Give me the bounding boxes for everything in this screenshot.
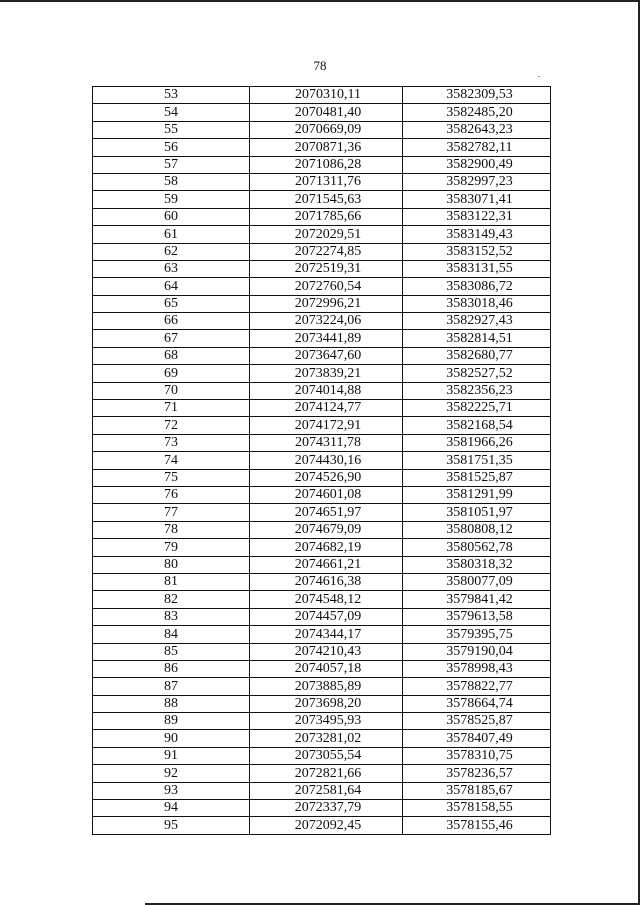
y-coordinate-cell: 3582168,54 [403,417,551,434]
x-coordinate-cell: 2073495,93 [250,713,403,730]
point-number-cell: 61 [93,226,250,243]
y-coordinate-cell: 3578185,67 [403,782,551,799]
table-row [93,643,551,660]
page-number: 78 [313,58,327,73]
table-row [93,817,551,834]
table-row [93,730,551,747]
y-coordinate-cell: 3578822,77 [403,678,551,695]
point-number-cell: 67 [93,330,250,347]
table-row [93,139,551,156]
point-number-cell: 82 [93,591,250,608]
table-row [93,347,551,364]
y-coordinate-cell: 3582485,20 [403,104,551,121]
y-coordinate-cell: 3580808,12 [403,521,551,538]
y-coordinate-cell: 3583122,31 [403,208,551,225]
x-coordinate-cell: 2070310,11 [250,87,403,104]
x-coordinate-cell: 2074651,97 [250,504,403,521]
point-number-cell: 59 [93,191,250,208]
table-row [93,434,551,451]
point-number-cell: 89 [93,713,250,730]
y-coordinate-cell: 3582680,77 [403,347,551,364]
y-coordinate-cell: 3582309,53 [403,87,551,104]
x-coordinate-cell: 2073224,06 [250,313,403,330]
table-row [93,87,551,104]
y-coordinate-cell: 3583086,72 [403,278,551,295]
table-row [93,626,551,643]
point-number-cell: 94 [93,800,250,817]
point-number-cell: 95 [93,817,250,834]
y-coordinate-cell: 3579190,04 [403,643,551,660]
y-coordinate-cell: 3582356,23 [403,382,551,399]
x-coordinate-cell: 2074601,08 [250,486,403,503]
table-row [93,591,551,608]
y-coordinate-cell: 3580318,32 [403,556,551,573]
x-coordinate-cell: 2074344,17 [250,626,403,643]
table-row [93,121,551,138]
table-row [93,556,551,573]
point-number-cell: 60 [93,208,250,225]
table-row [93,695,551,712]
x-coordinate-cell: 2074661,21 [250,556,403,573]
x-coordinate-cell: 2071311,76 [250,173,403,190]
y-coordinate-cell: 3581291,99 [403,486,551,503]
point-number-cell: 70 [93,382,250,399]
y-coordinate-cell: 3582643,23 [403,121,551,138]
table-row [93,539,551,556]
table-row [93,173,551,190]
point-number-cell: 75 [93,469,250,486]
x-coordinate-cell: 2074210,43 [250,643,403,660]
x-coordinate-cell: 2074682,19 [250,539,403,556]
y-coordinate-cell: 3578158,55 [403,800,551,817]
point-number-cell: 69 [93,365,250,382]
x-coordinate-cell: 2073885,89 [250,678,403,695]
point-number-cell: 92 [93,765,250,782]
y-coordinate-cell: 3583071,41 [403,191,551,208]
x-coordinate-cell: 2071785,66 [250,208,403,225]
point-number-cell: 63 [93,260,250,277]
x-coordinate-cell: 2074014,88 [250,382,403,399]
point-number-cell: 93 [93,782,250,799]
point-number-cell: 68 [93,347,250,364]
x-coordinate-cell: 2070669,09 [250,121,403,138]
table-row [93,191,551,208]
point-number-cell: 66 [93,313,250,330]
y-coordinate-cell: 3579841,42 [403,591,551,608]
x-coordinate-cell: 2073839,21 [250,365,403,382]
point-number-cell: 78 [93,521,250,538]
x-coordinate-cell: 2074679,09 [250,521,403,538]
x-coordinate-cell: 2073055,54 [250,747,403,764]
y-coordinate-cell: 3581051,97 [403,504,551,521]
point-number-cell: 79 [93,539,250,556]
x-coordinate-cell: 2074457,09 [250,608,403,625]
y-coordinate-cell: 3580077,09 [403,573,551,590]
x-coordinate-cell: 2074548,12 [250,591,403,608]
y-coordinate-cell: 3578236,57 [403,765,551,782]
point-number-cell: 64 [93,278,250,295]
y-coordinate-cell: 3578664,74 [403,695,551,712]
x-coordinate-cell: 2070871,36 [250,139,403,156]
point-number-cell: 80 [93,556,250,573]
x-coordinate-cell: 2074124,77 [250,400,403,417]
y-coordinate-cell: 3582814,51 [403,330,551,347]
y-coordinate-cell: 3582225,71 [403,400,551,417]
table-row [93,608,551,625]
x-coordinate-cell: 2074172,91 [250,417,403,434]
y-coordinate-cell: 3581966,26 [403,434,551,451]
y-coordinate-cell: 3583018,46 [403,295,551,312]
y-coordinate-cell: 3583149,43 [403,226,551,243]
point-number-cell: 87 [93,678,250,695]
point-number-cell: 83 [93,608,250,625]
table-row [93,800,551,817]
point-number-cell: 71 [93,400,250,417]
table-row [93,313,551,330]
coordinates-table-body [93,87,551,835]
y-coordinate-cell: 3578155,46 [403,817,551,834]
point-number-cell: 56 [93,139,250,156]
x-coordinate-cell: 2072760,54 [250,278,403,295]
x-coordinate-cell: 2071545,63 [250,191,403,208]
y-coordinate-cell: 3583152,52 [403,243,551,260]
table-row [93,156,551,173]
table-row [93,382,551,399]
point-number-cell: 57 [93,156,250,173]
table-row [93,504,551,521]
x-coordinate-cell: 2073647,60 [250,347,403,364]
table-row [93,765,551,782]
table-row [93,782,551,799]
x-coordinate-cell: 2072996,21 [250,295,403,312]
point-number-cell: 65 [93,295,250,312]
y-coordinate-cell: 3581525,87 [403,469,551,486]
scan-speck [538,76,540,77]
page-border-top [0,0,640,2]
table-row [93,417,551,434]
point-number-cell: 74 [93,452,250,469]
point-number-cell: 72 [93,417,250,434]
point-number-cell: 73 [93,434,250,451]
table-row [93,208,551,225]
table-row [93,713,551,730]
point-number-cell: 85 [93,643,250,660]
x-coordinate-cell: 2074057,18 [250,660,403,677]
x-coordinate-cell: 2073281,02 [250,730,403,747]
x-coordinate-cell: 2073441,89 [250,330,403,347]
point-number-cell: 76 [93,486,250,503]
y-coordinate-cell: 3580562,78 [403,539,551,556]
table-row [93,747,551,764]
table-row [93,104,551,121]
x-coordinate-cell: 2072092,45 [250,817,403,834]
point-number-cell: 55 [93,121,250,138]
x-coordinate-cell: 2074311,78 [250,434,403,451]
table-row [93,521,551,538]
table-row [93,452,551,469]
x-coordinate-cell: 2072274,85 [250,243,403,260]
x-coordinate-cell: 2072519,31 [250,260,403,277]
x-coordinate-cell: 2073698,20 [250,695,403,712]
y-coordinate-cell: 3582900,49 [403,156,551,173]
x-coordinate-cell: 2071086,28 [250,156,403,173]
y-coordinate-cell: 3583131,55 [403,260,551,277]
point-number-cell: 58 [93,173,250,190]
table-row [93,400,551,417]
x-coordinate-cell: 2072029,51 [250,226,403,243]
x-coordinate-cell: 2070481,40 [250,104,403,121]
y-coordinate-cell: 3581751,35 [403,452,551,469]
point-number-cell: 53 [93,87,250,104]
table-row [93,243,551,260]
table-row [93,278,551,295]
table-row [93,469,551,486]
point-number-cell: 88 [93,695,250,712]
point-number-cell: 84 [93,626,250,643]
y-coordinate-cell: 3582927,43 [403,313,551,330]
point-number-cell: 86 [93,660,250,677]
table-row [93,226,551,243]
point-number-cell: 91 [93,747,250,764]
table-row [93,573,551,590]
table-row [93,486,551,503]
y-coordinate-cell: 3582527,52 [403,365,551,382]
y-coordinate-cell: 3579395,75 [403,626,551,643]
point-number-cell: 62 [93,243,250,260]
x-coordinate-cell: 2072337,79 [250,800,403,817]
y-coordinate-cell: 3582782,11 [403,139,551,156]
x-coordinate-cell: 2074430,16 [250,452,403,469]
y-coordinate-cell: 3578407,49 [403,730,551,747]
table-row [93,678,551,695]
y-coordinate-cell: 3578310,75 [403,747,551,764]
x-coordinate-cell: 2072581,64 [250,782,403,799]
y-coordinate-cell: 3582997,23 [403,173,551,190]
x-coordinate-cell: 2074526,90 [250,469,403,486]
point-number-cell: 81 [93,573,250,590]
point-number-cell: 77 [93,504,250,521]
point-number-cell: 54 [93,104,250,121]
table-row [93,365,551,382]
y-coordinate-cell: 3579613,58 [403,608,551,625]
coordinates-table [92,86,551,835]
y-coordinate-cell: 3578998,43 [403,660,551,677]
table-row [93,260,551,277]
y-coordinate-cell: 3578525,87 [403,713,551,730]
table-row [93,330,551,347]
point-number-cell: 90 [93,730,250,747]
x-coordinate-cell: 2074616,38 [250,573,403,590]
table-row [93,295,551,312]
x-coordinate-cell: 2072821,66 [250,765,403,782]
table-row [93,660,551,677]
